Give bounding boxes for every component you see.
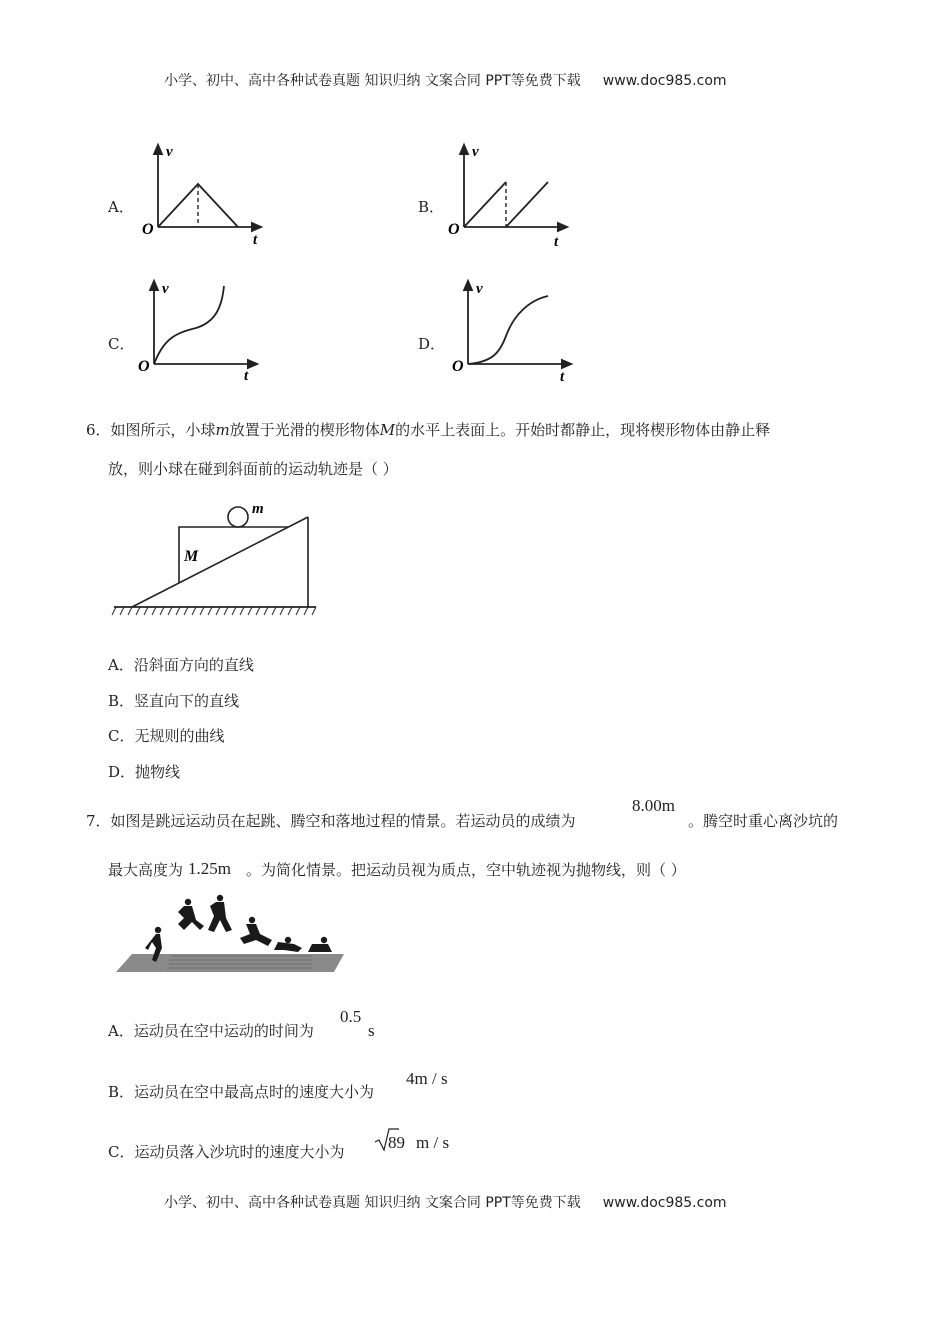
origin-label: O — [138, 358, 150, 375]
wedge-figure — [110, 495, 325, 620]
ball — [228, 507, 248, 527]
header-url[interactable]: www.doc985.com — [602, 73, 727, 89]
velocity-segment-1 — [464, 182, 506, 227]
runway — [116, 954, 344, 972]
q6-var-M: M — [379, 421, 396, 439]
graph-d — [448, 278, 578, 386]
t-label: t — [253, 232, 258, 248]
graph-a — [138, 142, 268, 252]
q7-option-b-value: 4m / s — [406, 1069, 448, 1088]
t-label: t — [560, 369, 565, 385]
v-label: v — [476, 281, 483, 297]
q7-line-1-tail: 。腾空时重心离沙坑的 — [688, 812, 839, 830]
ball-label: m — [252, 501, 264, 517]
q7-option-a-text[interactable]: A．运动员在空中运动的时间为 — [108, 1022, 314, 1040]
q7-line-1-text: 7．如图是跳远运动员在起跳、腾空和落地过程的情景。若运动员的成绩为 — [86, 812, 576, 830]
graph-c-label: C． — [108, 335, 135, 353]
q6-text-c: 的水平上表面上。开始时都静止，现将楔形物体由静止释 — [395, 421, 771, 439]
q6-line-2: 放，则小球在碰到斜面前的运动轨迹是（ ） — [108, 460, 398, 478]
q6-option-b[interactable]: B．竖直向下的直线 — [108, 692, 240, 710]
q6-option-d[interactable]: D．抛物线 — [108, 763, 181, 781]
q7-option-c-radicand: 89 — [388, 1133, 405, 1152]
page-footer — [164, 1192, 727, 1212]
graph-d-label: D． — [418, 335, 446, 353]
v-label: v — [472, 144, 479, 160]
origin-label: O — [452, 358, 464, 375]
q7-option-a-unit: s — [368, 1021, 375, 1040]
v-label: v — [162, 281, 169, 297]
q7-distance-value: 8.00m — [632, 796, 675, 815]
q6-line-1 — [86, 423, 770, 438]
origin-label: O — [142, 221, 154, 238]
q6-option-c[interactable]: C．无规则的曲线 — [108, 727, 225, 745]
velocity-curve — [468, 296, 548, 364]
t-label: t — [244, 368, 249, 384]
graph-c — [136, 278, 266, 386]
q7-height-value: 1.25m — [188, 859, 231, 878]
q7-option-c-text[interactable]: C．运动员落入沙坑时的速度大小为 — [108, 1143, 345, 1161]
origin-label: O — [448, 221, 460, 238]
q7-option-b-text[interactable]: B．运动员在空中最高点时的速度大小为 — [108, 1083, 375, 1101]
q7-option-c-unit: m / s — [416, 1133, 450, 1152]
graph-b-label: B． — [418, 198, 445, 216]
q6-text-b: 放置于光滑的楔形物体 — [229, 421, 380, 439]
q7-line-2-tail: 。为简化情景。把运动员视为质点，空中轨迹视为抛物线，则（ ） — [246, 861, 686, 879]
q6-text-a: 6．如图所示，小球 — [86, 421, 216, 439]
header-text: 小学、初中、高中各种试卷真题 知识归纳 文案合同 PPT等免费下载 — [164, 73, 581, 89]
q6-option-a[interactable]: A．沿斜面方向的直线 — [108, 656, 254, 674]
t-label: t — [554, 234, 559, 250]
graph-a-label: A． — [108, 198, 134, 216]
q7-line-2-text: 最大高度为 — [108, 861, 184, 879]
q6-var-m: m — [215, 421, 230, 439]
footer-text: 小学、初中、高中各种试卷真题 知识归纳 文案合同 PPT等免费下载 — [164, 1195, 581, 1211]
graph-b — [444, 142, 574, 252]
q7-option-a-value: 0.5 — [340, 1007, 362, 1026]
velocity-curve — [154, 286, 224, 364]
page-header — [164, 70, 727, 90]
v-label: v — [166, 144, 173, 160]
long-jump-figure — [112, 890, 344, 976]
footer-url[interactable]: www.doc985.com — [602, 1195, 727, 1211]
velocity-segment-2 — [506, 182, 548, 227]
wedge-label: M — [184, 548, 199, 565]
incline-surface — [132, 517, 308, 607]
